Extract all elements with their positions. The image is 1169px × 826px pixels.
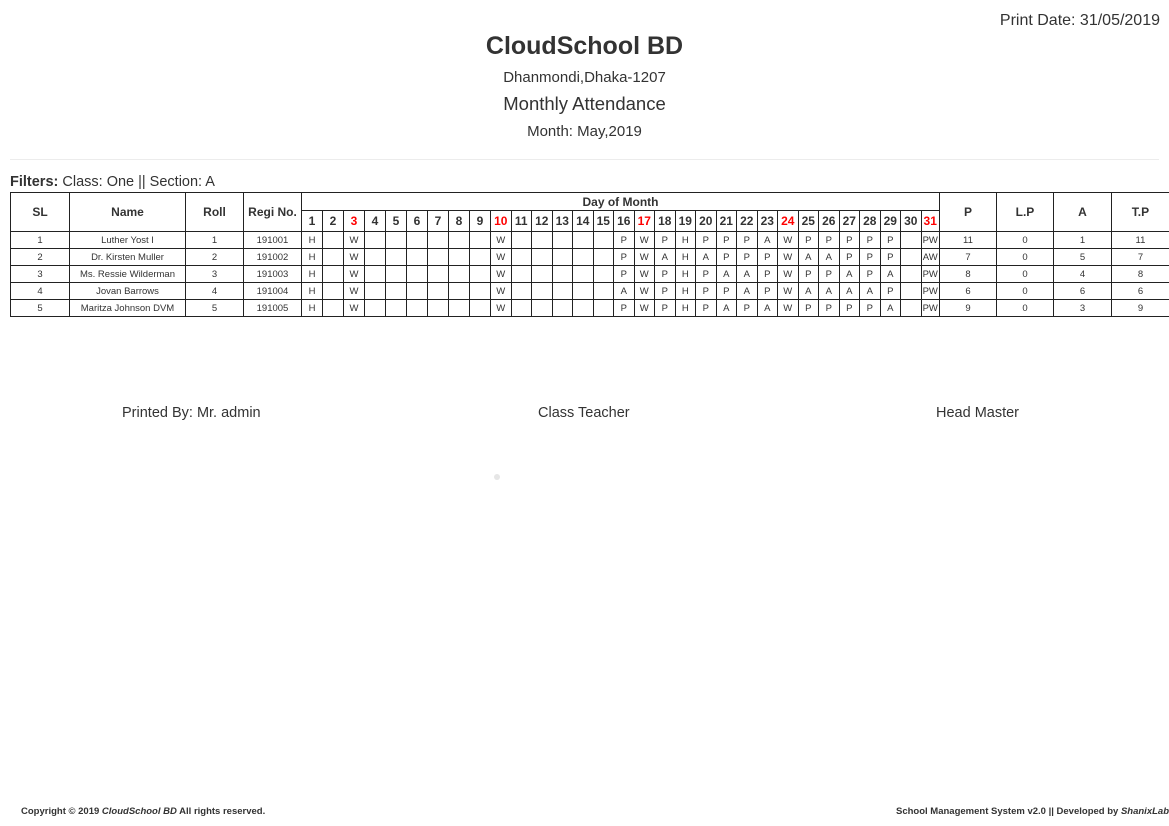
- cell-name: Ms. Ressie Wilderman: [70, 266, 186, 283]
- day-header-16: 16: [614, 211, 635, 232]
- cell-day: P: [655, 266, 676, 283]
- cell-day: P: [839, 300, 860, 317]
- cell-tp: 6: [1111, 283, 1169, 300]
- cell-day: P: [819, 300, 840, 317]
- cell-day: W: [778, 232, 799, 249]
- cell-day: [511, 283, 532, 300]
- cell-day: PW: [921, 300, 939, 317]
- cell-day: P: [655, 232, 676, 249]
- cell-a: 3: [1053, 300, 1111, 317]
- cell-day: [323, 283, 344, 300]
- decorative-dot: [494, 474, 500, 480]
- cell-day: [365, 266, 386, 283]
- cell-day: W: [634, 232, 655, 249]
- day-header-1: 1: [302, 211, 323, 232]
- cell-day: W: [491, 249, 512, 266]
- cell-tp: 8: [1111, 266, 1169, 283]
- cell-day: [428, 300, 449, 317]
- cell-p: 8: [939, 266, 996, 283]
- cell-day: [323, 300, 344, 317]
- cell-day: [511, 249, 532, 266]
- cell-a: 1: [1053, 232, 1111, 249]
- cell-day: P: [819, 232, 840, 249]
- cell-day: W: [491, 283, 512, 300]
- col-header-tp: T.P: [1111, 193, 1169, 232]
- cell-sl: 3: [11, 266, 70, 283]
- day-header-24: 24: [778, 211, 799, 232]
- table-row: [11, 300, 1169, 317]
- cell-day: W: [344, 300, 365, 317]
- day-header-18: 18: [655, 211, 676, 232]
- cell-day: [470, 283, 491, 300]
- cell-day: H: [675, 283, 696, 300]
- cell-day: W: [634, 283, 655, 300]
- table-row: [11, 249, 1169, 266]
- cell-sl: 1: [11, 232, 70, 249]
- cell-day: [449, 232, 470, 249]
- cell-day: P: [860, 266, 881, 283]
- cell-lp: 0: [996, 249, 1053, 266]
- cell-p: 7: [939, 249, 996, 266]
- cell-day: [386, 249, 407, 266]
- cell-day: P: [614, 266, 635, 283]
- col-header-p: P: [939, 193, 996, 232]
- class-teacher-signature: Class Teacher: [538, 405, 630, 421]
- day-header-10: 10: [491, 211, 512, 232]
- cell-day: P: [839, 249, 860, 266]
- cell-regi: 191001: [244, 232, 302, 249]
- cell-day: [532, 249, 553, 266]
- cell-a: 6: [1053, 283, 1111, 300]
- day-header-31: 31: [921, 211, 939, 232]
- cell-day: [449, 283, 470, 300]
- day-header-23: 23: [757, 211, 778, 232]
- cell-day: P: [798, 232, 819, 249]
- cell-day: [901, 266, 922, 283]
- cell-day: W: [344, 283, 365, 300]
- cell-day: A: [880, 266, 901, 283]
- cell-day: [323, 232, 344, 249]
- cell-day: [365, 300, 386, 317]
- cell-day: P: [716, 232, 737, 249]
- cell-lp: 0: [996, 232, 1053, 249]
- cell-day: [407, 266, 428, 283]
- table-row: [11, 232, 1169, 249]
- col-header-sl: SL: [11, 193, 70, 232]
- day-header-22: 22: [737, 211, 758, 232]
- day-header-7: 7: [428, 211, 449, 232]
- cell-p: 9: [939, 300, 996, 317]
- cell-day: P: [737, 249, 758, 266]
- day-header-9: 9: [470, 211, 491, 232]
- cell-day: H: [302, 266, 323, 283]
- cell-day: [532, 283, 553, 300]
- cell-day: [511, 232, 532, 249]
- printed-by: Printed By: Mr. admin: [122, 405, 261, 421]
- cell-day: W: [634, 300, 655, 317]
- cell-day: W: [344, 232, 365, 249]
- cell-day: [428, 266, 449, 283]
- report-header: [0, 31, 1169, 140]
- cell-day: PW: [921, 283, 939, 300]
- cell-day: [365, 249, 386, 266]
- cell-day: P: [614, 249, 635, 266]
- cell-day: W: [634, 266, 655, 283]
- attendance-body: [11, 232, 1169, 317]
- cell-day: PW: [921, 232, 939, 249]
- cell-a: 4: [1053, 266, 1111, 283]
- cell-roll: 3: [186, 266, 244, 283]
- cell-day: W: [491, 232, 512, 249]
- cell-regi: 191003: [244, 266, 302, 283]
- header-divider: [10, 159, 1159, 160]
- cell-day: [552, 283, 573, 300]
- cell-day: [573, 283, 594, 300]
- cell-day: [552, 266, 573, 283]
- cell-day: [428, 249, 449, 266]
- cell-name: Luther Yost I: [70, 232, 186, 249]
- filters-line: [10, 174, 215, 190]
- cell-day: [532, 300, 553, 317]
- day-header-21: 21: [716, 211, 737, 232]
- cell-day: [552, 249, 573, 266]
- cell-day: A: [798, 283, 819, 300]
- day-header-5: 5: [386, 211, 407, 232]
- cell-day: A: [860, 283, 881, 300]
- cell-tp: 9: [1111, 300, 1169, 317]
- day-header-11: 11: [511, 211, 532, 232]
- cell-regi: 191004: [244, 283, 302, 300]
- attendance-table: [10, 192, 1169, 317]
- cell-name: Jovan Barrows: [70, 283, 186, 300]
- cell-day: P: [737, 232, 758, 249]
- header-row-top: [11, 193, 1169, 211]
- col-header-a: A: [1053, 193, 1111, 232]
- col-header-regi: Regi No.: [244, 193, 302, 232]
- cell-regi: 191002: [244, 249, 302, 266]
- cell-day: [470, 266, 491, 283]
- print-date: Print Date: 31/05/2019: [999, 12, 1160, 29]
- cell-name: Dr. Kirsten Muller: [70, 249, 186, 266]
- cell-day: [552, 232, 573, 249]
- cell-day: A: [737, 266, 758, 283]
- cell-day: P: [757, 249, 778, 266]
- cell-day: H: [302, 283, 323, 300]
- cell-day: H: [675, 266, 696, 283]
- cell-roll: 5: [186, 300, 244, 317]
- cell-day: P: [696, 232, 717, 249]
- cell-day: [407, 300, 428, 317]
- table-row: [11, 266, 1169, 283]
- cell-day: [593, 283, 614, 300]
- cell-day: W: [344, 249, 365, 266]
- cell-day: [552, 300, 573, 317]
- cell-day: [386, 283, 407, 300]
- report-month: Month: May,2019: [527, 123, 642, 140]
- cell-day: A: [839, 283, 860, 300]
- cell-day: [449, 300, 470, 317]
- cell-day: P: [614, 300, 635, 317]
- day-header-12: 12: [532, 211, 553, 232]
- cell-day: W: [778, 249, 799, 266]
- day-header-8: 8: [449, 211, 470, 232]
- cell-day: A: [716, 266, 737, 283]
- cell-day: P: [737, 300, 758, 317]
- cell-day: [407, 232, 428, 249]
- cell-day: [511, 266, 532, 283]
- cell-day: P: [614, 232, 635, 249]
- cell-day: [323, 249, 344, 266]
- day-header-27: 27: [839, 211, 860, 232]
- day-header-13: 13: [552, 211, 573, 232]
- day-header-2: 2: [323, 211, 344, 232]
- cell-day: AW: [921, 249, 939, 266]
- cell-day: W: [778, 266, 799, 283]
- cell-day: P: [839, 232, 860, 249]
- cell-day: [449, 266, 470, 283]
- cell-day: P: [696, 283, 717, 300]
- cell-day: [386, 266, 407, 283]
- footer-copyright: [21, 806, 265, 817]
- cell-day: [593, 300, 614, 317]
- cell-day: A: [655, 249, 676, 266]
- cell-day: [386, 232, 407, 249]
- cell-day: [901, 249, 922, 266]
- day-header-15: 15: [593, 211, 614, 232]
- cell-lp: 0: [996, 266, 1053, 283]
- cell-lp: 0: [996, 300, 1053, 317]
- cell-day: W: [634, 249, 655, 266]
- cell-day: P: [655, 283, 676, 300]
- cell-day: [365, 232, 386, 249]
- cell-p: 11: [939, 232, 996, 249]
- cell-day: W: [778, 300, 799, 317]
- cell-day: H: [675, 249, 696, 266]
- day-header-19: 19: [675, 211, 696, 232]
- cell-tp: 7: [1111, 249, 1169, 266]
- cell-a: 5: [1053, 249, 1111, 266]
- col-header-name: Name: [70, 193, 186, 232]
- day-header-26: 26: [819, 211, 840, 232]
- copyright-brand: CloudSchool BD: [101, 806, 177, 817]
- cell-day: P: [757, 283, 778, 300]
- cell-day: [573, 266, 594, 283]
- day-header-4: 4: [365, 211, 386, 232]
- cell-day: [407, 283, 428, 300]
- cell-day: [593, 249, 614, 266]
- cell-regi: 191005: [244, 300, 302, 317]
- cell-day: [365, 283, 386, 300]
- cell-day: H: [302, 232, 323, 249]
- cell-day: P: [757, 266, 778, 283]
- cell-day: [407, 249, 428, 266]
- cell-roll: 4: [186, 283, 244, 300]
- cell-day: P: [696, 300, 717, 317]
- footer-system: [896, 806, 1169, 817]
- cell-day: [428, 232, 449, 249]
- cell-day: A: [737, 283, 758, 300]
- developer-name: ShanixLab: [1120, 806, 1169, 817]
- cell-day: [901, 283, 922, 300]
- filters-text: Class: One || Section: A: [62, 174, 215, 190]
- col-header-roll: Roll: [186, 193, 244, 232]
- cell-day: [573, 232, 594, 249]
- cell-sl: 2: [11, 249, 70, 266]
- cell-name: Maritza Johnson DVM: [70, 300, 186, 317]
- cell-day: [386, 300, 407, 317]
- day-header-3: 3: [344, 211, 365, 232]
- cell-day: [593, 266, 614, 283]
- cell-day: [470, 232, 491, 249]
- day-header-14: 14: [573, 211, 594, 232]
- cell-day: H: [302, 249, 323, 266]
- cell-day: [449, 249, 470, 266]
- system-text: School Management System v2.0 || Developed by: [896, 806, 1119, 817]
- cell-day: W: [344, 266, 365, 283]
- cell-day: A: [880, 300, 901, 317]
- cell-day: P: [880, 232, 901, 249]
- day-header-20: 20: [696, 211, 717, 232]
- cell-day: W: [491, 266, 512, 283]
- cell-day: P: [696, 266, 717, 283]
- cell-day: A: [819, 283, 840, 300]
- cell-day: P: [860, 249, 881, 266]
- school-address: Dhanmondi,Dhaka-1207: [503, 69, 666, 86]
- cell-day: A: [696, 249, 717, 266]
- cell-day: [511, 300, 532, 317]
- school-name: CloudSchool BD: [485, 32, 684, 60]
- cell-day: [573, 249, 594, 266]
- cell-day: H: [302, 300, 323, 317]
- cell-sl: 4: [11, 283, 70, 300]
- cell-day: A: [757, 300, 778, 317]
- cell-day: A: [839, 266, 860, 283]
- cell-day: P: [860, 232, 881, 249]
- cell-tp: 11: [1111, 232, 1169, 249]
- cell-day: [573, 300, 594, 317]
- cell-day: P: [880, 283, 901, 300]
- head-master-signature: Head Master: [936, 405, 1020, 421]
- cell-day: W: [491, 300, 512, 317]
- cell-day: [901, 300, 922, 317]
- cell-day: H: [675, 300, 696, 317]
- cell-day: A: [798, 249, 819, 266]
- day-header-30: 30: [901, 211, 922, 232]
- cell-day: [470, 249, 491, 266]
- cell-roll: 1: [186, 232, 244, 249]
- cell-day: P: [716, 283, 737, 300]
- cell-day: A: [716, 300, 737, 317]
- cell-day: [532, 232, 553, 249]
- cell-day: A: [757, 232, 778, 249]
- col-header-day-of-month: Day of Month: [302, 193, 940, 211]
- day-header-29: 29: [880, 211, 901, 232]
- cell-roll: 2: [186, 249, 244, 266]
- cell-day: [323, 266, 344, 283]
- day-header-6: 6: [407, 211, 428, 232]
- cell-day: P: [880, 249, 901, 266]
- cell-day: P: [798, 266, 819, 283]
- cell-day: P: [798, 300, 819, 317]
- cell-day: [470, 300, 491, 317]
- table-row: [11, 283, 1169, 300]
- cell-day: P: [860, 300, 881, 317]
- cell-day: [532, 266, 553, 283]
- cell-p: 6: [939, 283, 996, 300]
- cell-day: PW: [921, 266, 939, 283]
- copyright-suffix: All rights reserved.: [179, 806, 266, 817]
- cell-day: [593, 232, 614, 249]
- cell-sl: 5: [11, 300, 70, 317]
- cell-day: P: [716, 249, 737, 266]
- cell-day: [901, 232, 922, 249]
- cell-day: A: [819, 249, 840, 266]
- filters-label: Filters:: [10, 174, 59, 190]
- cell-day: H: [675, 232, 696, 249]
- cell-day: W: [778, 283, 799, 300]
- col-header-lp: L.P: [996, 193, 1053, 232]
- cell-day: [428, 283, 449, 300]
- day-header-28: 28: [860, 211, 881, 232]
- copyright-prefix: Copyright © 2019: [21, 806, 100, 817]
- day-header-17: 17: [634, 211, 655, 232]
- cell-day: P: [655, 300, 676, 317]
- cell-lp: 0: [996, 283, 1053, 300]
- cell-day: P: [819, 266, 840, 283]
- cell-day: A: [614, 283, 635, 300]
- day-header-25: 25: [798, 211, 819, 232]
- report-title: Monthly Attendance: [503, 93, 666, 114]
